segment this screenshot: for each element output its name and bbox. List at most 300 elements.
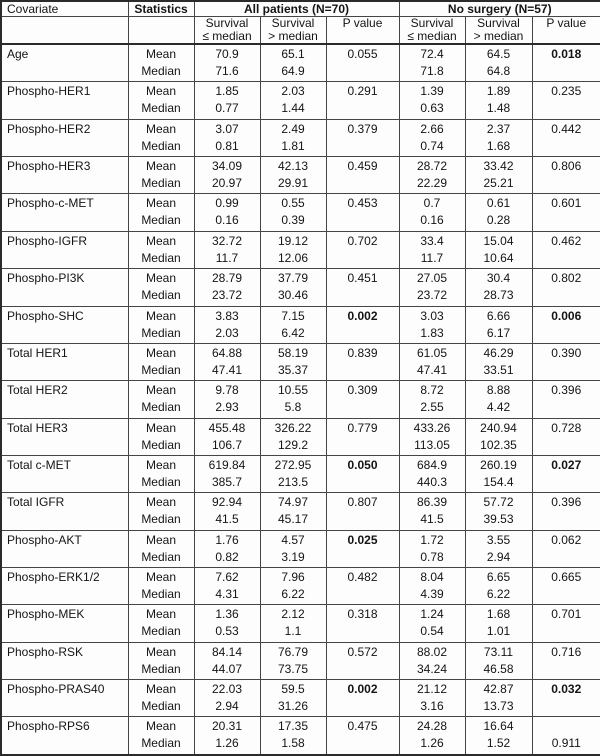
- covariate-cell: [1, 530, 128, 567]
- p-value: 0.318: [347, 607, 378, 622]
- p-value: [327, 100, 399, 117]
- p-value: 0.291: [347, 84, 378, 99]
- covariate-cell: [1, 642, 128, 679]
- nosurgery-survival-gt-median-cell: [465, 568, 532, 605]
- p-value: 0.716: [551, 644, 582, 659]
- p-value: [327, 287, 399, 304]
- covariate-label: Phospho-AKT: [7, 532, 82, 547]
- subheader-line: [533, 30, 600, 43]
- nosurgery-survival-le-median-cell: [399, 231, 465, 268]
- median-value: 1.83: [420, 325, 444, 340]
- all-survival-le-median-cell: [194, 381, 260, 418]
- p-value: [327, 63, 399, 80]
- covariate-cell: [1, 306, 128, 343]
- covariate-label: Total HER1: [7, 345, 68, 360]
- mean-value: 10.55: [277, 383, 309, 398]
- nosurgery-survival-le-median-cell: [399, 44, 465, 82]
- nosurgery-p-value-cell: [532, 119, 600, 156]
- p-value: 0.807: [347, 495, 378, 510]
- nosurgery-survival-gt-median-cell: [465, 680, 532, 717]
- statistics-cell: [128, 680, 194, 717]
- subheader-line: P value: [342, 16, 383, 30]
- p-value: [327, 437, 399, 454]
- all-p-value-cell: [326, 119, 399, 156]
- nosurgery-p-value-cell: [532, 343, 600, 380]
- mean-value: 2.66: [420, 121, 444, 136]
- median-value: 45.17: [277, 512, 309, 527]
- mean-label: Mean: [145, 84, 177, 99]
- covariate-label: Phospho-PI3K: [7, 271, 85, 286]
- p-value: 0.728: [551, 420, 582, 435]
- p-value: 0.379: [347, 121, 378, 136]
- covariate-row: [1, 44, 600, 82]
- nosurgery-survival-le-median-cell: [399, 605, 465, 642]
- median-value: 0.53: [215, 624, 239, 639]
- nosurgery-survival-le-median-cell: [399, 568, 465, 605]
- all-p-value-cell: [326, 680, 399, 717]
- all-survival-gt-median-cell: [260, 642, 326, 679]
- nosurgery-survival-gt-median-cell: [465, 717, 532, 755]
- median-value: 29.91: [277, 176, 309, 191]
- median-label: Median: [141, 64, 181, 78]
- table-body: [1, 44, 600, 755]
- p-value: [533, 623, 600, 640]
- median-value: 41.5: [215, 512, 239, 527]
- covariate-cell: [1, 418, 128, 455]
- median-value: 25.21: [483, 176, 514, 191]
- median-value: 1.44: [281, 101, 305, 116]
- statistics-cell: [128, 455, 194, 492]
- median-value: 3.16: [420, 699, 444, 714]
- group-header-no-surgery: No surgery (N=57): [399, 1, 600, 17]
- subheader-line: > median: [268, 29, 318, 43]
- all-p-value-cell: [326, 717, 399, 755]
- mean-value: 1.85: [215, 84, 239, 99]
- nosurgery-p-value-cell: [532, 194, 600, 231]
- nosurgery-survival-gt-median-cell: [465, 82, 532, 119]
- all-survival-gt-median-cell: [260, 82, 326, 119]
- all-survival-le-median-cell: [194, 306, 260, 343]
- mean-label: Mean: [145, 420, 177, 435]
- median-value: 1.52: [486, 736, 511, 751]
- mean-value: 42.13: [277, 159, 309, 174]
- median-value: 12.06: [277, 250, 309, 265]
- p-value: 0.396: [551, 383, 582, 398]
- nosurgery-p-value-cell: [532, 157, 600, 194]
- mean-value: 59.5: [281, 682, 305, 697]
- subheader-statistics-empty: [128, 17, 194, 45]
- mean-value: 28.79: [211, 271, 243, 286]
- mean-value: 2.49: [281, 121, 305, 136]
- nosurgery-survival-le-median-cell: [399, 269, 465, 306]
- median-value: 0.16: [215, 213, 239, 228]
- covariate-label: Phospho-ERK1/2: [7, 570, 100, 585]
- median-value: 0.78: [420, 549, 444, 564]
- nosurgery-survival-le-median-cell: [399, 418, 465, 455]
- p-value: [327, 661, 399, 678]
- median-value: 2.03: [215, 325, 239, 340]
- median-value: 41.5: [420, 512, 444, 527]
- p-value: 0.702: [347, 233, 378, 248]
- mean-label: Mean: [145, 495, 177, 510]
- p-value: [533, 100, 600, 117]
- covariate-label: Age: [7, 47, 29, 61]
- median-label: Median: [141, 213, 181, 228]
- mean-value: 74.97: [277, 495, 309, 510]
- all-survival-gt-median-cell: [260, 680, 326, 717]
- statistics-cell: [128, 306, 194, 343]
- median-value: 1.26: [215, 736, 239, 751]
- p-value: [533, 698, 600, 715]
- nosurgery-survival-le-median-cell: [399, 194, 465, 231]
- covariate-label: Total HER3: [7, 420, 68, 435]
- p-value: [533, 362, 600, 379]
- all-survival-gt-median-cell: [260, 418, 326, 455]
- median-value: 2.55: [420, 400, 444, 415]
- mean-value: 30.4: [486, 271, 511, 286]
- median-label: Median: [141, 512, 181, 527]
- median-value: 11.7: [420, 250, 444, 265]
- all-survival-le-median-cell: [194, 157, 260, 194]
- nosurgery-survival-le-median-cell: [399, 717, 465, 755]
- mean-value: 27.05: [416, 271, 448, 286]
- statistics-cell: [128, 717, 194, 755]
- all-survival-le-median-cell: [194, 82, 260, 119]
- all-survival-gt-median-cell: [260, 157, 326, 194]
- covariate-cell: [1, 119, 128, 156]
- statistics-cell: [128, 530, 194, 567]
- subheader-line: P value: [546, 16, 587, 30]
- mean-value: 0.99: [215, 196, 239, 211]
- median-label: Median: [141, 699, 181, 714]
- nosurgery-survival-le-median-cell: [399, 642, 465, 679]
- mean-value: 37.79: [277, 271, 309, 286]
- mean-value: 92.94: [211, 495, 243, 510]
- covariate-row: [1, 231, 600, 268]
- mean-value: 86.39: [416, 495, 448, 510]
- median-label: Median: [141, 624, 181, 639]
- covariate-label: Phospho-HER3: [7, 159, 91, 174]
- p-value: [533, 250, 600, 267]
- p-value: [327, 623, 399, 640]
- nosurgery-p-value-cell: [532, 418, 600, 455]
- covariate-row: [1, 605, 600, 642]
- all-p-value-cell: [326, 568, 399, 605]
- nosurgery-survival-gt-median-cell: [465, 157, 532, 194]
- p-value: 0.055: [347, 47, 378, 61]
- median-label: Median: [141, 250, 181, 265]
- median-value: 0.28: [486, 213, 511, 228]
- median-value: 35.37: [277, 362, 309, 377]
- p-value: 0.025: [347, 532, 378, 547]
- mean-value: 1.68: [486, 607, 511, 622]
- covariate-row: [1, 82, 600, 119]
- nosurgery-p-value-cell: [532, 231, 600, 268]
- p-value: [533, 474, 600, 491]
- mean-value: 3.83: [215, 308, 239, 323]
- nosurgery-survival-gt-median-cell: [465, 493, 532, 530]
- mean-label: Mean: [145, 121, 177, 136]
- statistics-cell: [128, 82, 194, 119]
- nosurgery-survival-le-median-cell: [399, 157, 465, 194]
- p-value: [533, 138, 600, 155]
- covariate-row: [1, 642, 600, 679]
- mean-value: 58.19: [277, 345, 309, 360]
- mean-value: 4.57: [281, 532, 305, 547]
- subheader-line: Survival: [410, 16, 454, 30]
- all-p-value-cell: [326, 157, 399, 194]
- median-value: 5.8: [284, 400, 302, 415]
- p-value: 0.002: [347, 682, 378, 697]
- mean-value: 240.94: [480, 420, 517, 435]
- mean-value: 61.05: [416, 345, 448, 360]
- median-value: 1.1: [284, 624, 302, 639]
- mean-value: 3.07: [215, 121, 239, 136]
- mean-value: 2.03: [281, 84, 305, 99]
- median-value: 6.17: [486, 325, 511, 340]
- median-value: 71.8: [420, 64, 444, 78]
- covariate-label: Phospho-HER1: [7, 84, 91, 99]
- covariate-label: Total HER2: [7, 383, 68, 398]
- median-value: 0.16: [420, 213, 444, 228]
- all-survival-gt-median-cell: [260, 231, 326, 268]
- all-survival-le-median-cell: [194, 455, 260, 492]
- nosurgery-survival-gt-median-cell: [465, 44, 532, 82]
- mean-value: 57.72: [483, 495, 514, 510]
- statistics-cell: [128, 231, 194, 268]
- p-value: 0.018: [551, 47, 582, 61]
- p-value: 0.462: [551, 233, 582, 248]
- nosurgery-p-value-cell: [532, 493, 600, 530]
- median-value: 64.9: [281, 64, 305, 78]
- median-label: Median: [141, 138, 181, 153]
- median-label: Median: [141, 661, 181, 676]
- mean-label: Mean: [145, 719, 177, 734]
- mean-value: 1.36: [215, 607, 239, 622]
- median-value: 1.81: [281, 138, 305, 153]
- mean-value: 619.84: [208, 457, 246, 472]
- mean-value: 33.4: [420, 233, 444, 248]
- nosurgery-p-value-cell: [532, 605, 600, 642]
- median-value: 23.72: [416, 288, 448, 303]
- mean-value: 7.15: [281, 308, 305, 323]
- all-p-value-cell: [326, 44, 399, 82]
- subheader-line: ≤ median: [202, 29, 252, 43]
- nosurgery-survival-gt-median-cell: [465, 231, 532, 268]
- mean-value: 9.78: [215, 383, 239, 398]
- mean-value: 72.4: [420, 47, 444, 61]
- median-label: Median: [141, 101, 181, 116]
- p-value: [327, 250, 399, 267]
- covariate-row: [1, 119, 600, 156]
- median-value: 23.72: [211, 288, 243, 303]
- p-value: [533, 325, 600, 342]
- all-p-value-cell: [326, 82, 399, 119]
- mean-value: 16.64: [483, 719, 514, 734]
- median-value: 46.58: [483, 661, 514, 676]
- nosurgery-survival-le-median-cell: [399, 343, 465, 380]
- median-value: 154.4: [483, 474, 514, 489]
- statistics-cell: [128, 119, 194, 156]
- nosurgery-survival-gt-median-cell: [465, 455, 532, 492]
- covariate-cell: [1, 717, 128, 755]
- p-value: 0.062: [551, 532, 582, 547]
- median-value: 22.29: [416, 176, 448, 191]
- p-value: [533, 549, 600, 566]
- p-value: [327, 175, 399, 192]
- all-p-value-cell: [326, 381, 399, 418]
- median-value: 3.19: [281, 549, 305, 564]
- mean-value: 34.09: [211, 159, 243, 174]
- median-label: Median: [141, 325, 181, 340]
- covariate-cell: [1, 157, 128, 194]
- covariate-row: [1, 530, 600, 567]
- median-value: 33.51: [483, 362, 514, 377]
- all-survival-le-median-cell: [194, 231, 260, 268]
- nosurgery-survival-gt-median-cell: [465, 605, 532, 642]
- median-value: 385.7: [211, 474, 243, 489]
- statistics-cell: [128, 642, 194, 679]
- group-header-all-patients: All patients (N=70): [194, 1, 399, 17]
- median-label: Median: [141, 549, 181, 564]
- median-label: Median: [141, 400, 181, 415]
- p-value: [327, 698, 399, 715]
- nosurgery-p-value-cell: [532, 269, 600, 306]
- p-value: 0.701: [551, 607, 582, 622]
- median-value: 0.63: [420, 101, 444, 116]
- p-value: 0.002: [347, 308, 378, 323]
- statistics-cell: [128, 381, 194, 418]
- statistics-cell: [128, 605, 194, 642]
- median-label: Median: [141, 288, 181, 303]
- all-survival-gt-median-cell: [260, 530, 326, 567]
- median-value: 2.94: [215, 699, 239, 714]
- mean-value: 17.35: [277, 719, 309, 734]
- mean-value: 32.72: [211, 233, 243, 248]
- median-label: Median: [141, 474, 181, 489]
- covariate-cell: [1, 605, 128, 642]
- mean-label: Mean: [145, 682, 177, 697]
- all-survival-gt-median-cell: [260, 717, 326, 755]
- p-value: 0.027: [551, 457, 582, 472]
- all-p-value-cell: [326, 343, 399, 380]
- all-survival-le-median-cell: [194, 530, 260, 567]
- mean-label: Mean: [145, 271, 177, 286]
- mean-value: 260.19: [480, 457, 517, 472]
- p-value: [327, 474, 399, 491]
- median-value: 28.73: [483, 288, 514, 303]
- p-value: 0.442: [551, 121, 582, 136]
- median-value: 106.7: [211, 437, 243, 452]
- covariate-row: [1, 493, 600, 530]
- mean-value: 2.37: [486, 121, 511, 136]
- all-p-value-cell: [326, 530, 399, 567]
- mean-label: Mean: [145, 196, 177, 211]
- mean-value: 1.89: [486, 84, 511, 99]
- mean-value: 6.66: [486, 308, 511, 323]
- median-value: 6.22: [486, 587, 511, 602]
- mean-value: 21.12: [416, 682, 448, 697]
- p-value: 0.482: [347, 570, 378, 585]
- mean-label: Mean: [145, 457, 177, 472]
- all-p-value-cell: [326, 605, 399, 642]
- p-value: 0.665: [551, 570, 582, 585]
- median-value: 64.8: [486, 64, 511, 78]
- covariate-cell: [1, 343, 128, 380]
- all-survival-le-median-cell: [194, 605, 260, 642]
- nosurgery-survival-gt-median-cell: [465, 306, 532, 343]
- covariate-label: Phospho-c-MET: [7, 196, 94, 211]
- covariate-row: [1, 568, 600, 605]
- p-value: 0.453: [347, 196, 378, 211]
- subheader-p-value-nosurgery: [532, 17, 600, 45]
- p-value: [533, 399, 600, 416]
- nosurgery-p-value-cell: [532, 306, 600, 343]
- median-value: 73.75: [277, 661, 309, 676]
- mean-value: 0.61: [486, 196, 511, 211]
- mean-label: Mean: [145, 345, 177, 360]
- p-value: [327, 362, 399, 379]
- median-value: 30.46: [277, 288, 309, 303]
- all-p-value-cell: [326, 306, 399, 343]
- mean-value: 65.1: [281, 47, 305, 61]
- covariate-row: [1, 306, 600, 343]
- p-value: [327, 735, 399, 752]
- p-value: 0.839: [347, 345, 378, 360]
- nosurgery-p-value-cell: [532, 680, 600, 717]
- all-p-value-cell: [326, 194, 399, 231]
- median-value: 71.6: [215, 64, 239, 78]
- covariate-cell: [1, 269, 128, 306]
- nosurgery-survival-gt-median-cell: [465, 269, 532, 306]
- median-value: 0.54: [420, 624, 444, 639]
- nosurgery-survival-le-median-cell: [399, 119, 465, 156]
- all-p-value-cell: [326, 493, 399, 530]
- median-value: 0.77: [215, 101, 239, 116]
- nosurgery-survival-le-median-cell: [399, 493, 465, 530]
- nosurgery-p-value-cell: [532, 455, 600, 492]
- subheader-line: Survival: [205, 16, 249, 30]
- p-value: 0.475: [347, 719, 378, 734]
- mean-value: 272.95: [274, 457, 312, 472]
- all-survival-gt-median-cell: [260, 44, 326, 82]
- median-value: 0.82: [215, 549, 239, 564]
- all-p-value-cell: [326, 642, 399, 679]
- p-value: [327, 325, 399, 342]
- statistics-column-header: Statistics: [128, 1, 194, 17]
- nosurgery-p-value-cell: [532, 44, 600, 82]
- covariate-row: [1, 157, 600, 194]
- mean-label: Mean: [145, 532, 177, 547]
- mean-value: 76.79: [277, 644, 309, 659]
- nosurgery-survival-le-median-cell: [399, 680, 465, 717]
- covariate-row: [1, 680, 600, 717]
- covariate-row: [1, 381, 600, 418]
- nosurgery-p-value-cell: [532, 717, 600, 755]
- covariate-row: [1, 455, 600, 492]
- median-value: 1.58: [281, 736, 305, 751]
- mean-value: 3.03: [420, 308, 444, 323]
- p-value: [533, 718, 600, 735]
- p-value: [533, 511, 600, 528]
- mean-value: 0.55: [281, 196, 305, 211]
- median-label: Median: [141, 176, 181, 191]
- mean-value: 70.9: [215, 47, 239, 61]
- covariate-label: Phospho-RPS6: [7, 719, 90, 734]
- all-survival-le-median-cell: [194, 119, 260, 156]
- covariate-label: Total c-MET: [7, 457, 72, 472]
- mean-value: 1.72: [420, 532, 444, 547]
